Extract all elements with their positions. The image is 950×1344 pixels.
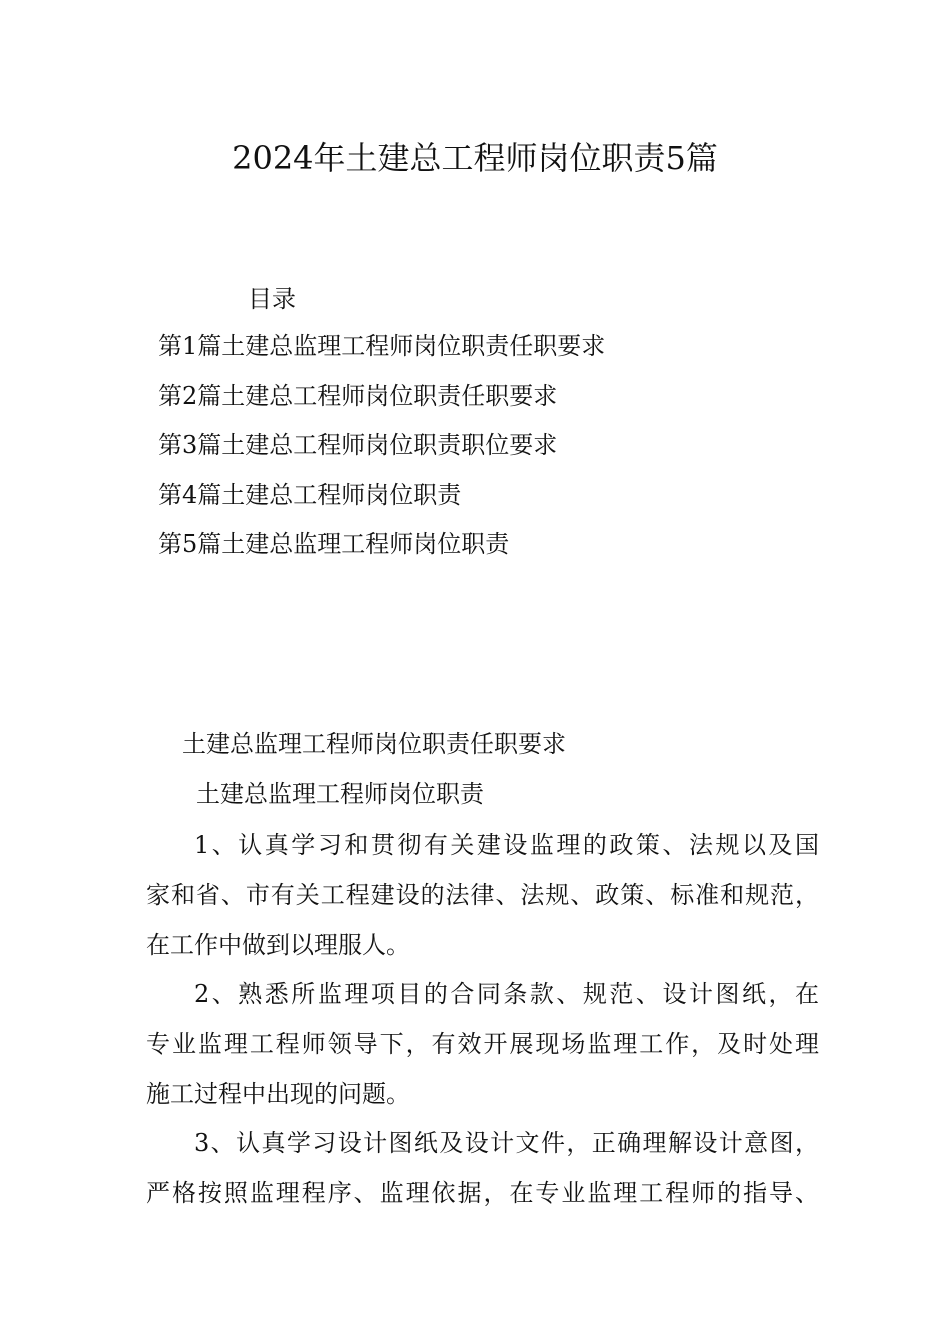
document-title: 2024年土建总工程师岗位职责5篇 <box>232 139 718 177</box>
paragraph-line: 在工作中做到以理服人。 <box>146 931 410 959</box>
paragraph-line: 严格按照监理程序、监理依据，在专业监理工程师的指导、 <box>146 1179 819 1207</box>
paragraph-1 <box>146 820 836 970</box>
paragraph-line: 专业监理工程师领导下，有效开展现场监理工作，及时处理 <box>146 1030 819 1058</box>
paragraph-line: 2、熟悉所监理项目的合同条款、规范、设计图纸，在 <box>194 980 819 1008</box>
toc-item-5[interactable]: 第5篇土建总监理工程师岗位职责 <box>158 530 510 558</box>
toc-item-1[interactable]: 第1篇土建总监理工程师岗位职责任职要求 <box>158 332 606 360</box>
paragraph-3 <box>146 1118 836 1218</box>
paragraph-2 <box>146 969 836 1119</box>
toc-item-4[interactable]: 第4篇土建总工程师岗位职责 <box>158 480 462 509</box>
paragraph-line: 施工过程中出现的问题。 <box>146 1080 410 1108</box>
paragraph-line: 3、认真学习设计图纸及设计文件，正确理解设计意图， <box>194 1129 819 1157</box>
paragraph-line: 1、认真学习和贯彻有关建设监理的政策、法规以及国 <box>194 831 819 859</box>
paragraph-line: 家和省、市有关工程建设的法律、法规、政策、标准和规范， <box>146 881 819 909</box>
toc-item-2[interactable]: 第2篇土建总工程师岗位职责任职要求 <box>158 381 558 410</box>
section-subtitle: 土建总监理工程师岗位职责 <box>196 780 484 808</box>
toc-heading: 目录 <box>248 285 296 313</box>
toc-item-3[interactable]: 第3篇土建总工程师岗位职责职位要求 <box>158 431 558 459</box>
section-title: 土建总监理工程师岗位职责任职要求 <box>182 730 566 758</box>
table-of-contents <box>158 329 605 577</box>
